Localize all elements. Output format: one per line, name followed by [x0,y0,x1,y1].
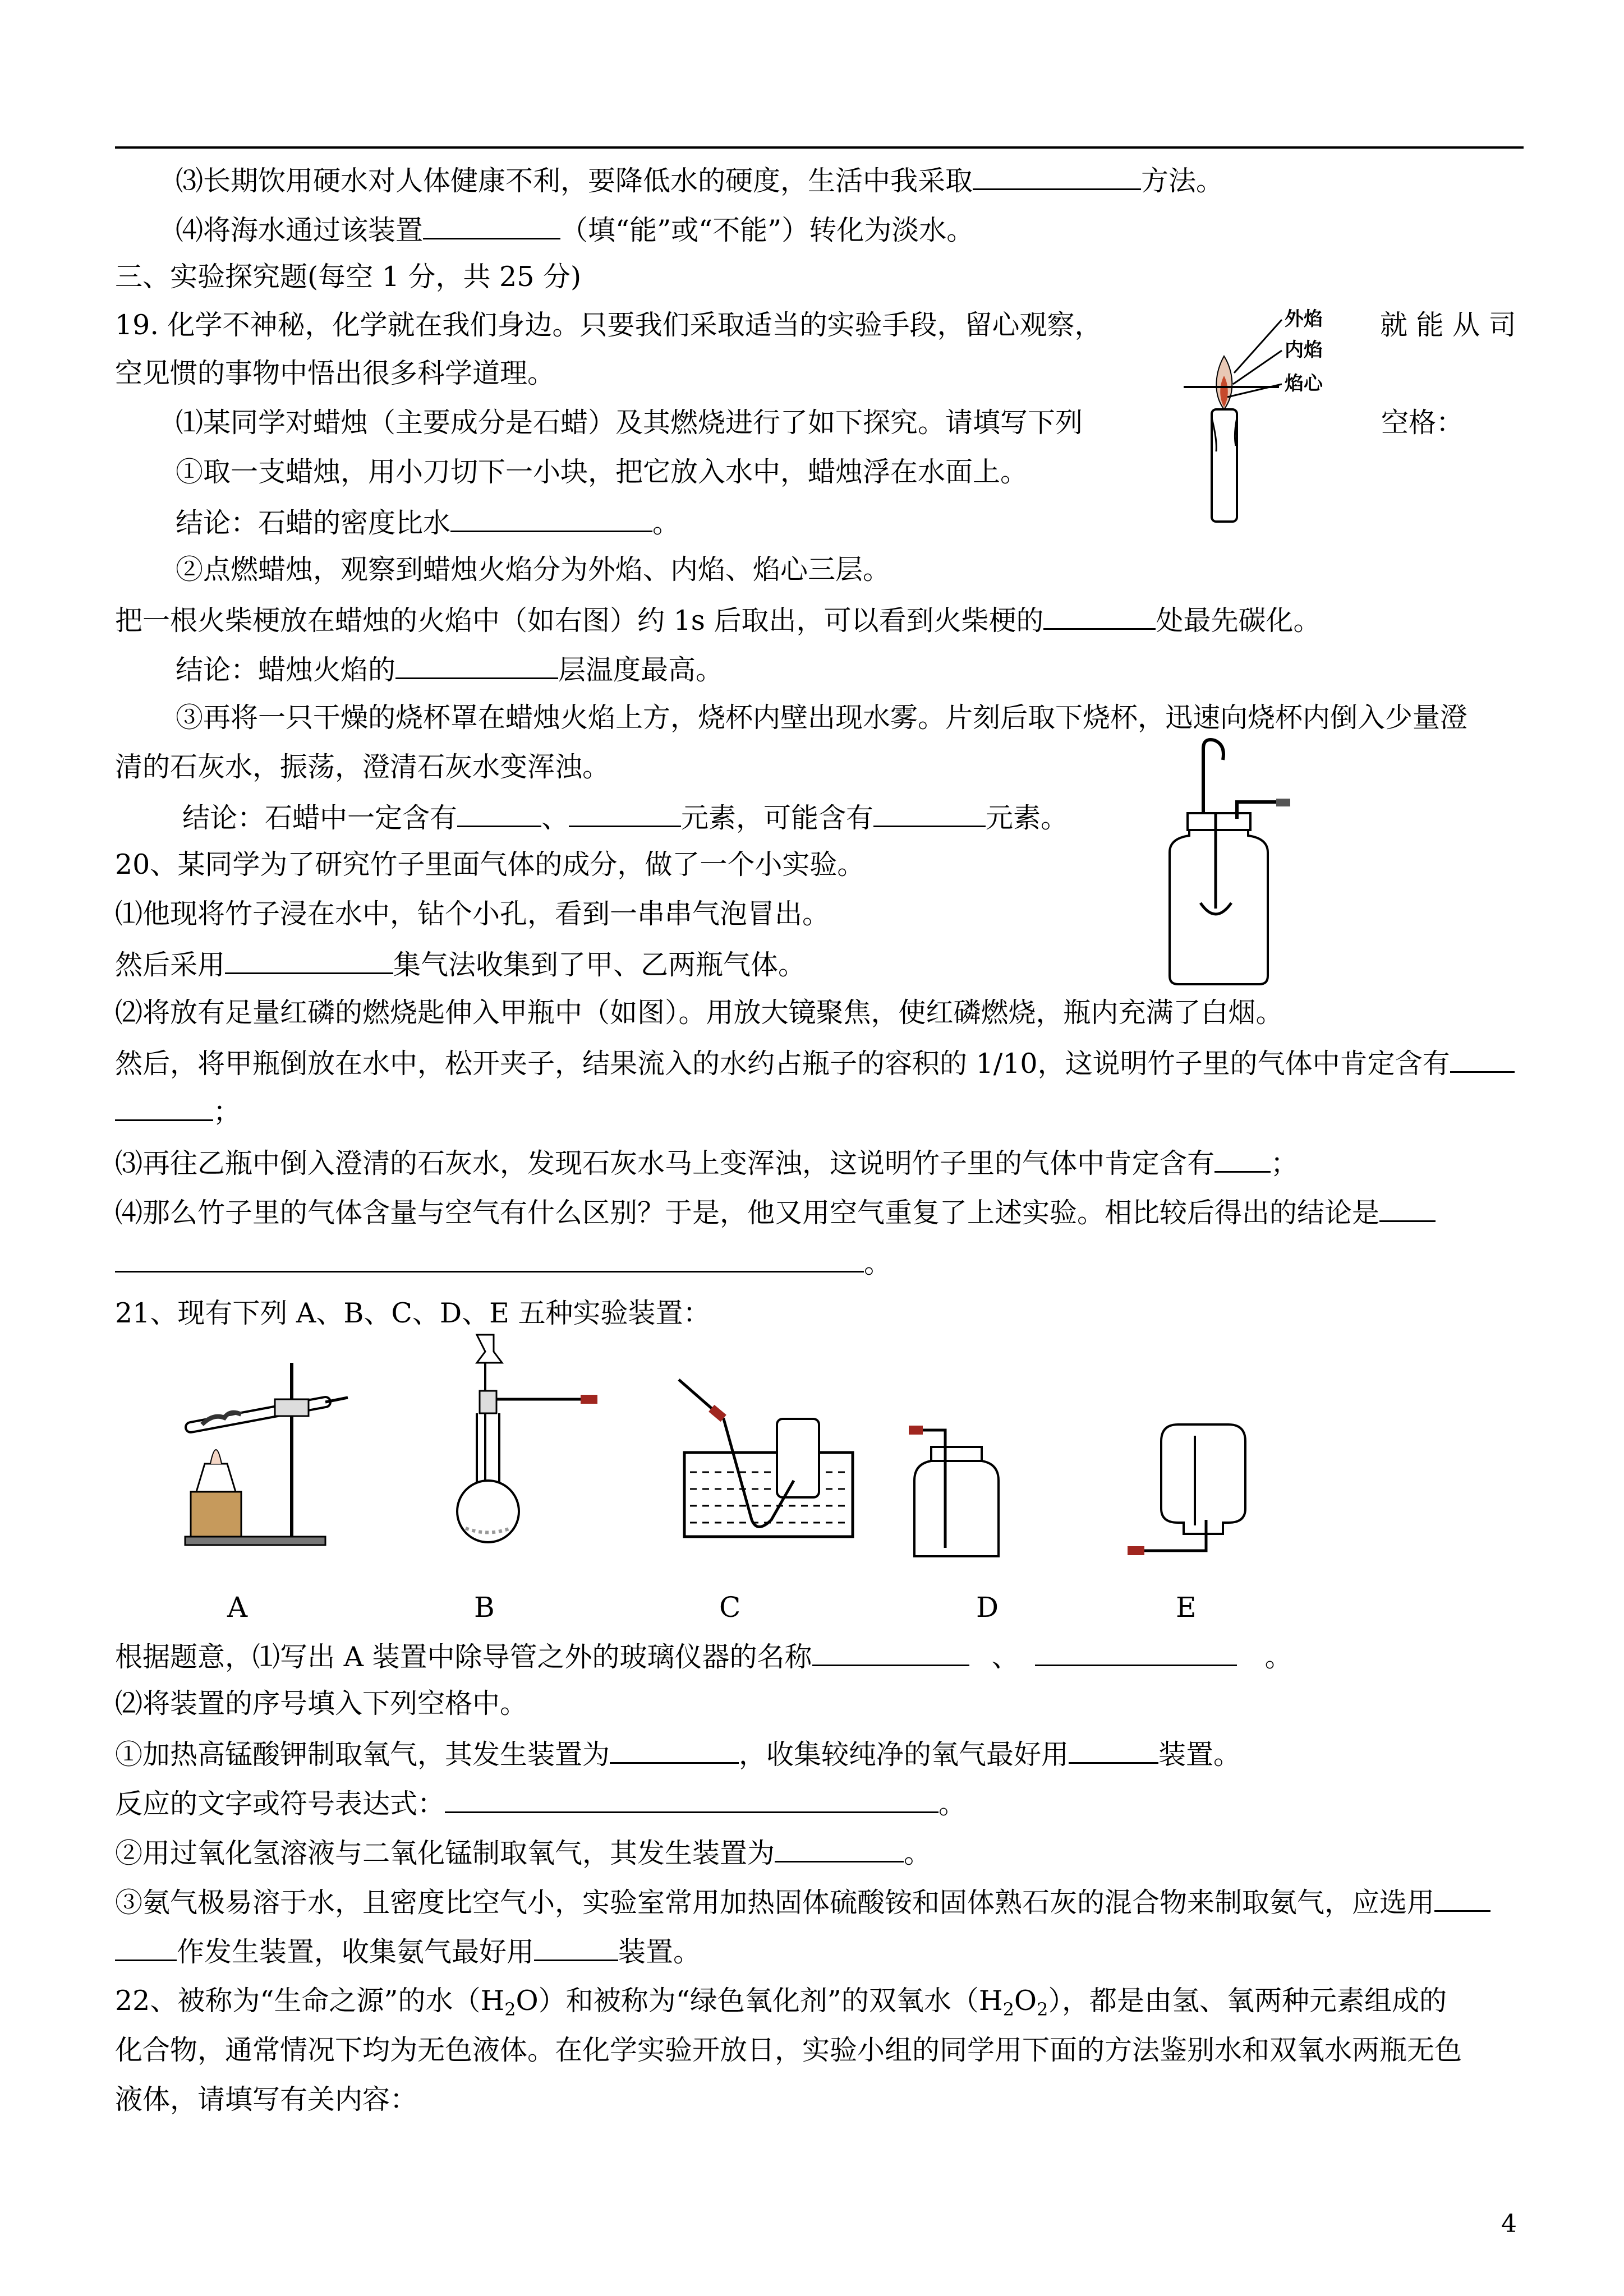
apparatus-a [180,1352,365,1553]
q22-line2: 化合物，通常情况下均为无色液体。在化学实验开放日，实验小组的同学用下面的方法鉴别水和双氧水两瓶无色 [115,2034,1462,2066]
q21-line5: 反应的文字或符号表达式： 。 [115,1785,966,1822]
blank[interactable] [812,1638,969,1666]
q19-step1: ①取一支蜡烛，用小刀切下一小块，把它放入水中，蜡烛浮在水面上。 [176,456,1028,488]
q22-line3: 液体，请填写有关内容： [115,2083,418,2115]
blank[interactable] [1379,1193,1436,1222]
blank[interactable] [1450,1044,1515,1073]
page-number: 4 [1501,2210,1517,2238]
apparatus-c [673,1368,864,1559]
q19-conclusion3: 结论：石蜡中一定含有 、 元素，可能含有 元素。 [182,799,1068,836]
blank[interactable] [775,1834,904,1862]
q20-line3: 然后采用 集气法收集到了甲、乙两瓶气体。 [115,946,806,983]
blank[interactable] [115,1933,177,1961]
blank[interactable] [569,799,681,827]
blank[interactable] [610,1735,739,1764]
blank[interactable] [1035,1638,1237,1666]
q19-line2: 空见惯的事物中悟出很多科学道理。 [115,357,555,389]
apparatus-label-a: A [227,1591,248,1624]
q19-line3b: 空格： [1381,407,1464,439]
apparatus-label-c: C [719,1591,741,1624]
blank[interactable] [457,799,541,827]
candle-flame-figure [1167,275,1369,533]
blank[interactable] [115,1092,213,1121]
blank[interactable] [873,799,986,827]
q21-line7: ③氨气极易溶于水，且密度比空气小，实验室常用加热固体硫酸铵和固体熟石灰的混合物来制取氨气，应选用 [115,1883,1490,1921]
blank[interactable] [225,946,393,974]
blank[interactable] [1214,1144,1271,1173]
q19-conclusion2: 结论：蜡烛火焰的 层温度最高。 [176,651,723,688]
blank[interactable] [534,1933,618,1961]
q20-line9: 。 [115,1244,891,1281]
blank[interactable] [1434,1883,1490,1912]
inner-flame-label: 内焰 [1285,339,1323,361]
q20-line2: ⑴他现将竹子浸在水中，钻个小孔，看到一串串气泡冒出。 [115,898,830,930]
phosphorus-bottle-figure [1153,735,1293,993]
q18-line3: ⑶长期饮用硬水对人体健康不利，要降低水的硬度，生活中我采取 方法。 [176,162,1223,199]
q20-line7: ⑶再往乙瓶中倒入澄清的石灰水，发现石灰水马上变浑浊，这说明竹子里的气体中肯定含有 ； [115,1144,1298,1182]
q22-line1: 22、被称为“生命之源”的水$(H_2O)$和被称为“绿色氧化剂”的双氧水$(H_2O_2)$，都是由氢、氧两种元素组成的 [115,1985,1447,2020]
blank[interactable] [450,504,652,532]
q19-step3b: 清的石灰水，振荡，澄清石灰水变浑浊。 [115,751,610,783]
q20-line6: ； [115,1092,241,1130]
apparatus-b [443,1329,617,1553]
blank[interactable] [1043,601,1156,630]
q20-line5: 然后，将甲瓶倒放在水中，松开夹子，结果流入的水约占瓶子的容积的 1/10，这说明竹子里的气体中肯定含有 [115,1044,1515,1082]
q19-line3a: ⑴某同学对蜡烛（主要成分是石蜡）及其燃烧进行了如下探究。请填写下列 [176,407,1083,439]
q21-line6: ②用过氧化氢溶液与二氧化锰制取氧气，其发生装置为 。 [115,1834,931,1871]
header-rule [115,146,1524,149]
blank[interactable] [115,1244,864,1273]
section-heading: 三、实验探究题(每空 1 分，共 25 分) [115,261,582,293]
blank[interactable] [445,1785,938,1813]
q19-step3a: ③再将一只干燥的烧杯罩在蜡烛火焰上方，烧杯内壁出现水雾。片刻后取下烧杯，迅速向烧杯内倒入少量澄 [176,702,1468,734]
flame-core-label: 焰心 [1285,372,1323,395]
q21-line1: 21、现有下列 A、B、C、D、E 五种实验装置： [115,1297,711,1329]
q21-line8: 作发生装置，收集氨气最好用 装置。 [115,1933,701,1970]
outer-flame-label: 外焰 [1285,308,1323,330]
blank[interactable] [423,211,560,239]
q19-line1b: 就 能 从 司 [1380,309,1516,341]
q19-step2b: 把一根火柴梗放在蜡烛的火焰中（如右图）约 1s 后取出，可以看到火柴梗的 处最先碳化。 [115,601,1321,639]
q20-line4: ⑵将放有足量红磷的燃烧匙伸入甲瓶中（如图）。用放大镜聚焦，使红磷燃烧，瓶内充满了白烟。 [115,997,1283,1029]
q21-line4: ①加热高锰酸钾制取氧气，其发生装置为 ，收集较纯净的氧气最好用 装置。 [115,1735,1241,1773]
apparatus-e [1122,1413,1262,1570]
q19-conclusion1: 结论：石蜡的密度比水 。 [176,504,680,541]
blank[interactable] [973,162,1141,190]
apparatus-label-e: E [1176,1591,1197,1624]
q18-line4: ⑷将海水通过该装置 （填“能”或“不能”）转化为淡水。 [176,211,974,248]
blank[interactable] [395,651,558,679]
apparatus-label-d: D [976,1591,999,1624]
q19-step2: ②点燃蜡烛，观察到蜡烛火焰分为外焰、内焰、焰心三层。 [176,554,891,585]
q21-line2: 根据题意，⑴写出 A 装置中除导管之外的玻璃仪器的名称 、 。 [115,1638,1292,1675]
q19-line1a: 19. 化学不神秘，化学就在我们身边。只要我们采取适当的实验手段，留心观察， [115,309,1102,341]
q21-line3: ⑵将装置的序号填入下列空格中。 [115,1688,528,1719]
q20-line8: ⑷那么竹子里的气体含量与空气有什么区别？于是，他又用空气重复了上述实验。相比较后得出的结论是 [115,1193,1436,1231]
apparatus-d [903,1419,1032,1565]
apparatus-label-b: B [474,1591,495,1624]
q20-line1: 20、某同学为了研究竹子里面气体的成分，做了一个小实验。 [115,849,865,880]
blank[interactable] [1069,1735,1158,1764]
